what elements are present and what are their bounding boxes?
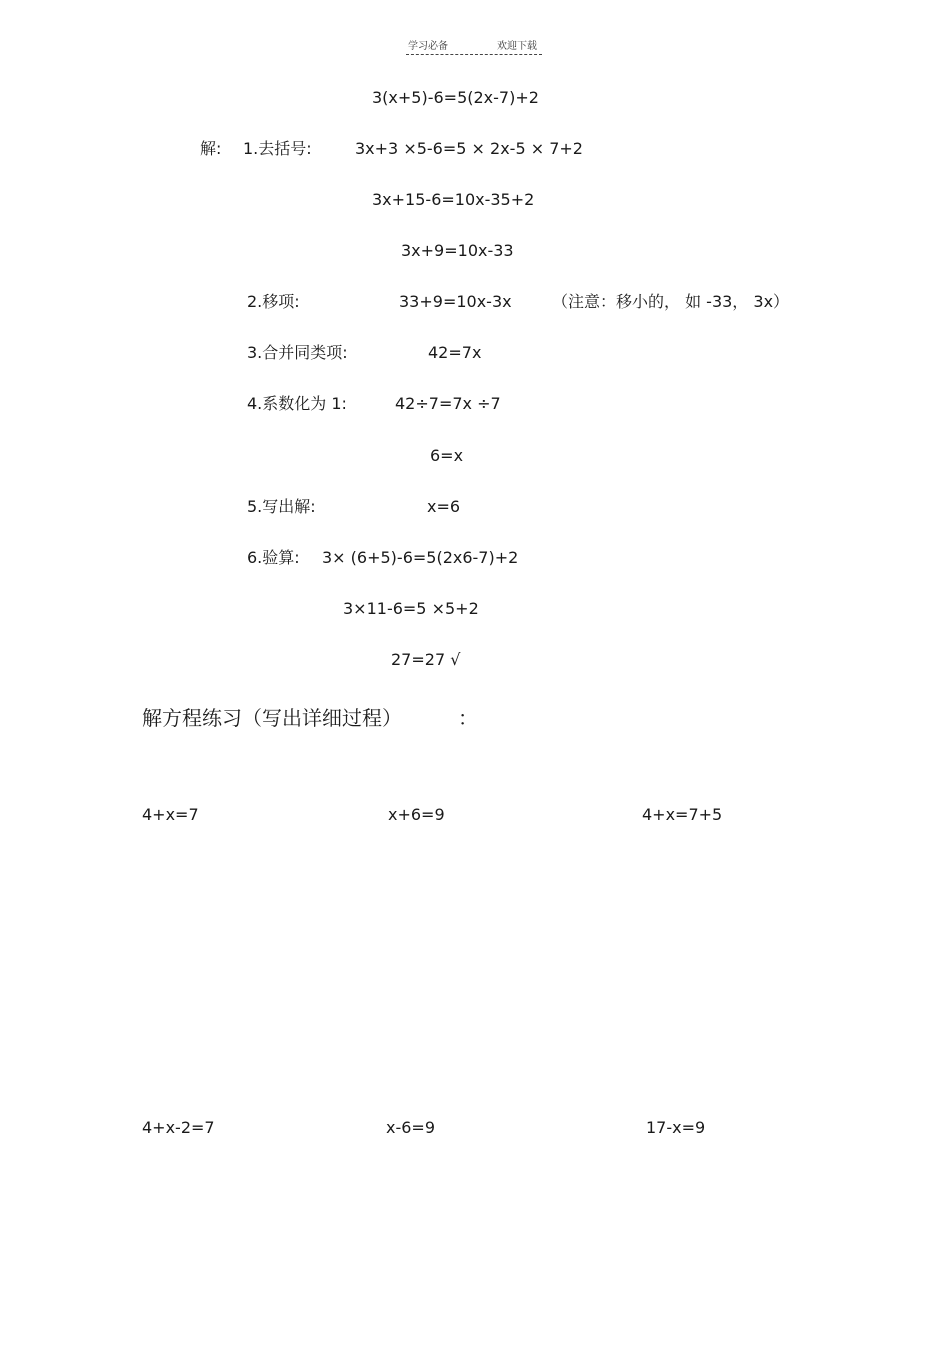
solution-label: 解:	[200, 139, 222, 158]
step2-note: （注意：移小的， 如 -33， 3x）	[552, 292, 790, 311]
exercise-5: x-6=9	[386, 1118, 436, 1137]
exercise-4: 4+x-2=7	[142, 1118, 215, 1137]
practice-heading: 解方程练习（写出详细过程）	[142, 706, 402, 730]
header-divider	[406, 54, 542, 55]
step5-label: 5.写出解:	[247, 497, 316, 516]
step1-label: 1.去括号:	[243, 139, 312, 158]
practice-heading-colon: ：	[458, 706, 478, 730]
step2-expression: 33+9=10x-3x	[399, 292, 512, 311]
header-left-text: 学习必备	[408, 41, 448, 52]
step1-line2: 3x+15-6=10x-35+2	[372, 190, 535, 209]
step3-expression: 42=7x	[428, 343, 482, 362]
step1-expression: 3x+3 ×5-6=5 × 2x-5 × 7+2	[355, 139, 583, 158]
step6-line2: 3×11-6=5 ×5+2	[343, 599, 479, 618]
step5-expression: x=6	[427, 497, 461, 516]
step6-expression: 3× (6+5)-6=5(2x6-7)+2	[322, 548, 519, 567]
step6-label: 6.验算:	[247, 548, 300, 567]
step3-label: 3.合并同类项:	[247, 343, 348, 362]
exercise-2: x+6=9	[388, 805, 445, 824]
step6-line3: 27=27 √	[391, 650, 461, 669]
example-equation: 3(x+5)-6=5(2x-7)+2	[372, 88, 539, 107]
header-right-text: 欢迎下载	[497, 41, 537, 52]
step4-line2: 6=x	[430, 446, 464, 465]
step4-expression: 42÷7=7x ÷7	[395, 394, 501, 413]
step1-line3: 3x+9=10x-33	[401, 241, 514, 260]
exercise-6: 17-x=9	[646, 1118, 706, 1137]
step2-label: 2.移项:	[247, 292, 300, 311]
exercise-1: 4+x=7	[142, 805, 199, 824]
step4-label: 4.系数化为 1:	[247, 394, 347, 413]
exercise-3: 4+x=7+5	[642, 805, 723, 824]
